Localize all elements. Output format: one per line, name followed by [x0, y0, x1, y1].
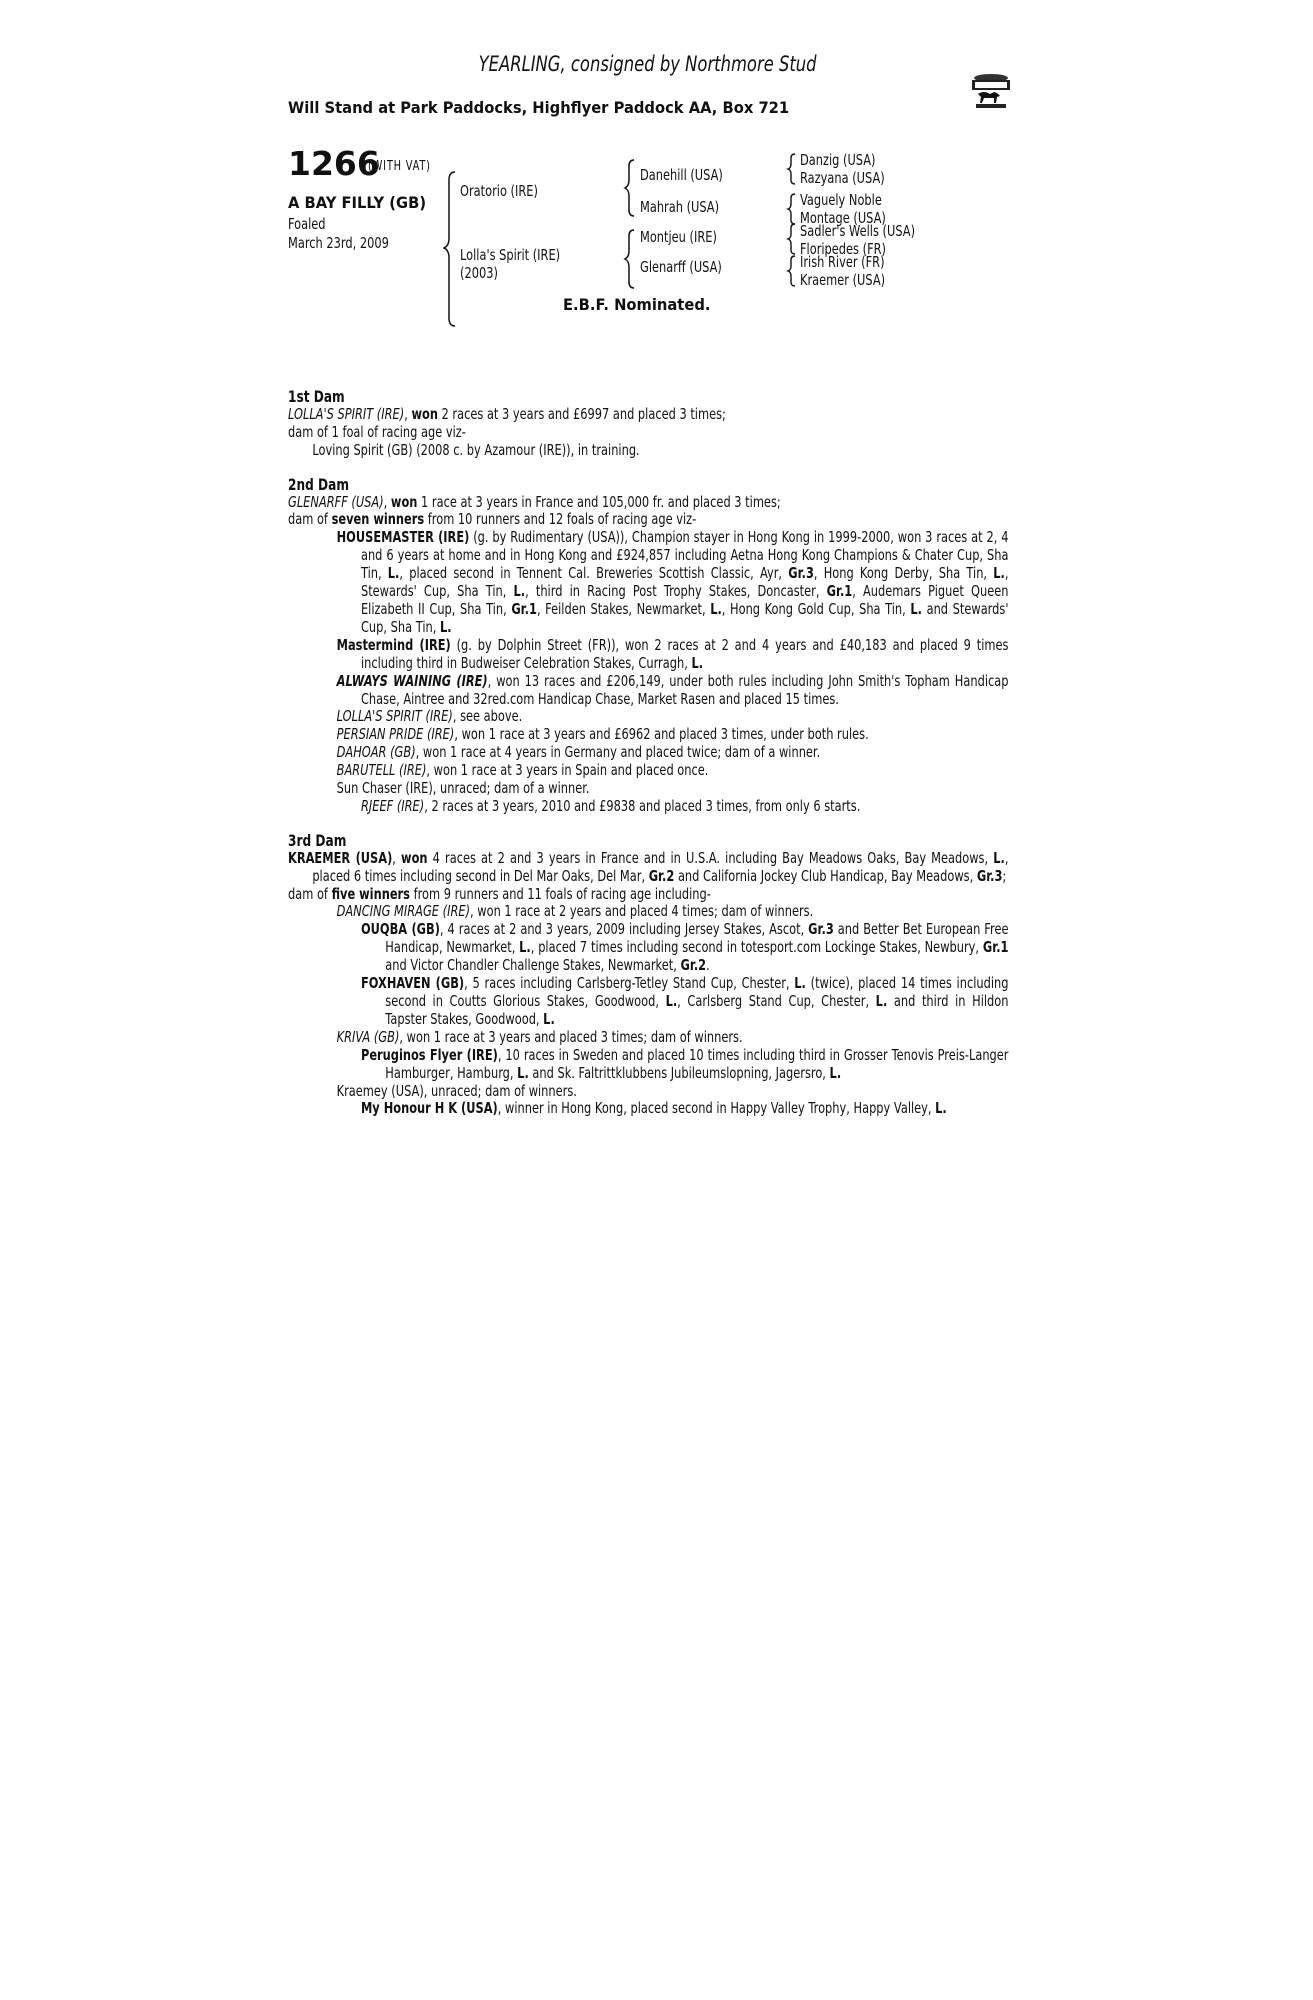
- third-dam-produce-line: dam of five winners from 9 runners and 11 foals of racing age including-: [288, 884, 711, 903]
- produce-sun-chaser: Sun Chaser (IRE), unraced; dam of a winner.: [336, 779, 590, 798]
- ancestor-2: Razyana (USA): [800, 169, 885, 187]
- pedigree-brace-dam: [622, 228, 636, 290]
- produce-lollas-spirit: LOLLA'S SPIRIT (IRE), see above.: [336, 707, 523, 726]
- produce-foxhaven: FOXHAVEN (GB), 5 races including Carlsberg-Tetley Stand Cup, Chester, L. (twice), placed 14 times including second in Coutts Glorious Stakes, Goodwood, L., Carlsberg Stand Cup, Chester, L. and third in Hildon Tapster Stakes, Goodwood, L.: [360, 974, 1009, 1028]
- produce-barutell: BARUTELL (IRE), won 1 race at 3 years in Spain and placed once.: [336, 761, 709, 780]
- foaled-date: March 23rd, 2009: [288, 234, 389, 252]
- sire: Oratorio (IRE): [460, 182, 538, 200]
- first-dam-heading: 1st Dam: [288, 387, 345, 406]
- lot-number: 1266: [288, 144, 380, 183]
- produce-housemaster: HOUSEMASTER (IRE) (g. by Rudimentary (USA)), Champion stayer in Hong Kong in 1999-2000, won 3 races at 2, 4 and 6 years at home and in Hong Kong and £924,857 including Aetna Hong Kong Champions & Chater Cup, Sha Tin, L., placed second in Tennent Cal. Breweries Scottish Classic, Ayr, Gr.3, Hong Kong Derby, Sha Tin, L., Stewards' Cup, Sha Tin, L., third in Racing Post Trophy Stakes, Doncaster, Gr.1, Audemars Piguet Queen Elizabeth II Cup, Sha Tin, Gr.1, Feilden Stakes, Newmarket, L., Hong Kong Gold Cup, Sha Tin, L. and Stewards' Cup, Sha Tin, L.: [336, 528, 1009, 636]
- sire-dam: Mahrah (USA): [640, 198, 720, 216]
- ancestor-3: Vaguely Noble: [800, 191, 882, 209]
- foaled-label: Foaled: [288, 215, 326, 233]
- produce-my-honour: My Honour H K (USA), winner in Hong Kong, placed second in Happy Valley Trophy, Happy Valley, L.: [360, 1099, 947, 1118]
- produce-dancing-mirage: DANCING MIRAGE (IRE), won 1 race at 2 years and placed 4 times; dam of winners.: [336, 902, 814, 921]
- second-dam-heading: 2nd Dam: [288, 474, 350, 494]
- pedigree-brace-g1: [785, 152, 797, 186]
- nomination: E.B.F. Nominated.: [563, 295, 711, 314]
- second-dam-line: GLENARFF (USA), won 1 race at 3 years in France and 105,000 fr. and placed 3 times;: [288, 492, 781, 511]
- produce-kraemey: Kraemey (USA), unraced; dam of winners.: [336, 1081, 577, 1100]
- dam: Lolla's Spirit (IRE): [460, 246, 561, 264]
- sire-sire: Danehill (USA): [640, 166, 723, 184]
- pedigree-brace-main: [443, 170, 457, 330]
- ancestor-8: Kraemer (USA): [800, 271, 886, 289]
- ancestor-5: Sadler's Wells (USA): [800, 222, 916, 240]
- first-dam-foal: Loving Spirit (GB) (2008 c. by Azamour (IRE)), in training.: [312, 440, 640, 459]
- pedigree-brace-g4: [785, 254, 797, 288]
- dam-sire: Montjeu (IRE): [640, 228, 717, 246]
- produce-always-waining: ALWAYS WAINING (IRE), won 13 races and £206,149, under both rules including John Smith's Topham Handicap Chase, Aintree and 32red.com Handicap Chase, Market Rasen and placed 15 times.: [336, 671, 1009, 708]
- ancestor-4: Montage (USA): [800, 209, 886, 227]
- auction-house-logo-icon: [966, 70, 1016, 112]
- dam-year: (2003): [460, 264, 498, 282]
- pedigree-brace-g2: [785, 192, 797, 226]
- third-dam-line: KRAEMER (USA), won 4 races at 2 and 3 years in France and in U.S.A. including Bay Meadows Oaks, Bay Meadows, L., placed 6 times including second in Del Mar Oaks, Del Mar, Gr.2 and California Jockey Club Handicap, Bay Meadows, Gr.3;: [288, 848, 1009, 885]
- consignment-title: YEARLING, consigned by Northmore Stud: [479, 52, 817, 76]
- first-dam-produce-line: dam of 1 foal of racing age viz-: [288, 422, 466, 441]
- lot-description: A BAY FILLY (GB): [288, 193, 427, 212]
- produce-peruginos-flyer: Peruginos Flyer (IRE), 10 races in Sweden and placed 10 times including third in Grosser Tenovis Preis-Langer Hamburger, Hamburg, L. and Sk. Faltrittklubbens Jubileumslopning, Jagersro, L.: [360, 1045, 1009, 1082]
- ancestor-6: Floripedes (FR): [800, 240, 886, 258]
- produce-mastermind: Mastermind (IRE) (g. by Dolphin Street (FR)), won 2 races at 2 and 4 years and £40,183 and placed 9 times including third in Budweiser Celebration Stakes, Curragh, L.: [336, 635, 1009, 672]
- produce-dahoar: DAHOAR (GB), won 1 race at 4 years in Germany and placed twice; dam of a winner.: [336, 743, 821, 762]
- dam-history: [288, 388, 1008, 1118]
- third-dam-heading: 3rd Dam: [288, 830, 347, 850]
- pedigree-brace-sire: [622, 158, 636, 218]
- vat-note: (WITH VAT): [368, 159, 431, 174]
- produce-ouqba: OUQBA (GB), 4 races at 2 and 3 years, 2009 including Jersey Stakes, Ascot, Gr.3 and Better Bet European Free Handicap, Newmarket, L., placed 7 times including second in totesport.com Lockinge Stakes, Newbury, Gr.1 and Victor Chandler Challenge Stakes, Newmarket, Gr.2.: [360, 920, 1009, 975]
- second-dam-produce-line: dam of seven winners from 10 runners and 12 foals of racing age viz-: [288, 510, 697, 529]
- first-dam-line: LOLLA'S SPIRIT (IRE), won 2 races at 3 years and £6997 and placed 3 times;: [288, 404, 726, 423]
- stabling-location: Will Stand at Park Paddocks, Highflyer Paddock AA, Box 721: [288, 98, 790, 117]
- ancestor-1: Danzig (USA): [800, 151, 876, 169]
- dam-dam: Glenarff (USA): [640, 258, 722, 276]
- produce-kriva: KRIVA (GB), won 1 race at 3 years and placed 3 times; dam of winners.: [336, 1027, 743, 1046]
- produce-rjeef: RJEEF (IRE), 2 races at 3 years, 2010 and £9838 and placed 3 times, from only 6 starts.: [360, 796, 861, 815]
- produce-persian-pride: PERSIAN PRIDE (IRE), won 1 race at 3 years and £6962 and placed 3 times, under both rules.: [336, 725, 869, 744]
- ancestor-7: Irish River (FR): [800, 253, 885, 271]
- pedigree-brace-g3: [785, 222, 797, 256]
